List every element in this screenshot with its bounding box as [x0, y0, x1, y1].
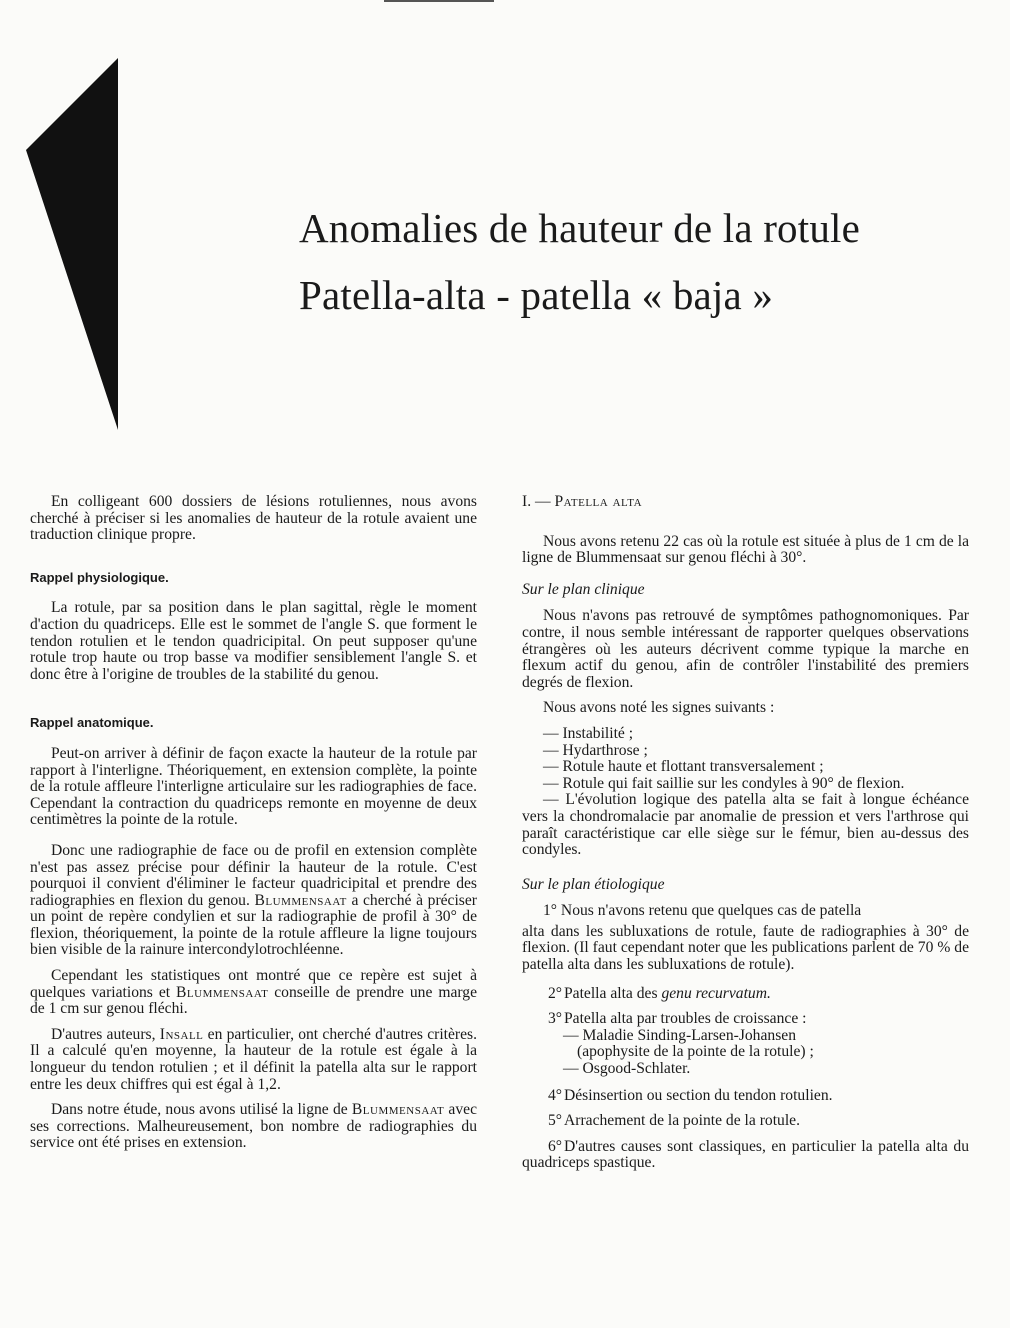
text-segment: Arrachement de la pointe de la rotule.: [564, 1112, 800, 1130]
etiology-item-1: 1° Nous n'avons retenu que quelques cas de patella: [543, 902, 862, 920]
section-heading-patella-alta: [522, 494, 969, 511]
list-item: — Instabilité ;: [543, 724, 634, 742]
text-segment: Donc une radiographie de face ou de profil en extension complète n'est pas assez précise pour définir la hauteur de la rotule. C'est pourquoi il convient d'éliminer le facteur quadricipital et prendre des radiographies en flexion du genou.: [30, 841, 477, 909]
etiology-item-3: [522, 1011, 969, 1028]
paragraph-signes: Nous avons noté les signes suivants :: [543, 699, 775, 717]
list-item: — Rotule haute et flottant transversalement ;: [543, 758, 824, 776]
etiology-item-1-continuation: alta dans les subluxations de rotule, faute de radiographies à 30° de flexion. (Il faut cependant noter que les publications parlent de 70 % de patella alta dans les subluxations de rotule).: [522, 922, 969, 974]
list-item: — Hydarthrose ;: [543, 741, 648, 759]
author-blummensaat: Blummensaat: [351, 1101, 445, 1119]
text-segment: conseille de prendre une marge de 1 cm sur genou fléchi.: [30, 983, 477, 1018]
heading-rappel-anatomique: Rappel anatomique.: [30, 715, 154, 731]
item-number: 2°: [547, 984, 562, 1002]
right-column: [522, 494, 969, 1181]
list-item: (apophysite de la pointe de la rotule) ;: [577, 1043, 814, 1061]
text-segment: Patella alta par troubles de croissance :: [564, 1010, 807, 1028]
etiology-item-2: [522, 986, 969, 1003]
title-line-2: Patella-alta - patella « baja »: [299, 272, 774, 318]
list-item: — Osgood-Schlater.: [563, 1060, 691, 1078]
author-insall: Insall: [159, 1025, 204, 1043]
item-number: 6°: [547, 1137, 562, 1155]
paragraph-symptomes: Nous n'avons pas retrouvé de symptômes pathognomoniques. Par contre, il nous semble intéressant de rapporter quelques observations étrangères où les auteurs décrivent comme typique la marche en flexum actif du genou, afin de contrôler l'instabilité des premiers degrés de flexion.: [522, 607, 969, 691]
paragraph-insall: [30, 1027, 477, 1093]
etiology-item-5: [522, 1113, 969, 1130]
paragraph-radiographie: [30, 843, 477, 959]
heading-rappel-physiologique: Rappel physiologique.: [30, 569, 169, 585]
text-italic: genu recurvatum.: [661, 984, 771, 1002]
intro-paragraph: En colligeant 600 dossiers de lésions rotuliennes, nous avons cherché à préciser si les anomalies de hauteur de la rotule avaient une traduction clinique propre.: [30, 493, 477, 544]
paragraph-evolution: — L'évolution logique des patella alta se fait à longue échéance vers la chondromalacie par anomalie de pression et vers l'arthrose qui paraît caractéristique car elle siège sur le fémur, bien au-dessus des condyles.: [522, 791, 969, 859]
subheading-plan-clinique: Sur le plan clinique: [522, 580, 645, 598]
paragraph-cas-retenus: Nous avons retenu 22 cas où la rotule est située à plus de 1 cm de la ligne de Blummensaat sur genou fléchi à 30°.: [522, 532, 969, 567]
list-item: — Maladie Sinding-Larsen-Johansen: [563, 1026, 796, 1044]
text-segment: en particulier, ont cherché d'autres critères. Il a calculé qu'en moyenne, la hauteur de la rotule est égale à la longueur du tendon rotulien ; et il définit la patella alta sur le rapport entre les deux chiffres qui est égal à 1,2.: [30, 1025, 477, 1093]
text-segment: Patella alta des: [564, 984, 662, 1002]
paragraph-statistiques: [30, 968, 477, 1018]
list-item: — Rotule qui fait saillie sur les condyles à 90° de flexion.: [543, 774, 905, 792]
black-wedge-graphic: [22, 58, 122, 430]
item-number: 5°: [547, 1112, 562, 1130]
text-segment: D'autres causes sont classiques, en particulier la patella alta du quadriceps spastique.: [522, 1137, 969, 1172]
text-segment: avec ses corrections. Malheureusement, bon nombre de radiographies du service ont été prises en extension.: [30, 1101, 477, 1152]
top-rule: [384, 0, 494, 2]
title-line-1: Anomalies de hauteur de la rotule: [299, 205, 861, 251]
left-column: [30, 494, 477, 1161]
text-segment: Cependant les statistiques ont montré que ce repère est sujet à quelques variations et: [30, 967, 477, 1001]
item-number: 4°: [547, 1086, 562, 1104]
text-segment: Dans notre étude, nous avons utilisé la ligne de: [51, 1101, 352, 1119]
paragraph-anatomique: Peut-on arriver à définir de façon exacte la hauteur de la rotule par rapport à l'interligne. Théoriquement, en extension complète, la pointe de la rotule affleure l'interligne articulaire sur les radiographies de face. Cependant la contraction du quadriceps remonte en moyenne de deux centimètres la pointe de la rotule.: [30, 744, 477, 829]
etiology-item-3-sublist: [522, 1028, 969, 1078]
item-number: 3°: [547, 1010, 562, 1028]
text-segment: D'autres auteurs,: [51, 1025, 160, 1043]
subheading-plan-etiologique: Sur le plan étiologique: [522, 875, 665, 893]
author-blummensaat: Blummensaat: [176, 983, 269, 1001]
signs-list: [522, 726, 969, 792]
paragraph-physiologique: La rotule, par sa position dans le plan sagittal, règle le moment d'action du quadriceps. Elle est le sommet de l'angle S. que forment le tendon rotulien et le tendon quadricipital. On peut supposer qu'une rotule trop haute ou trop basse va modifier sensiblement l'angle S. et donc être à l'origine de troubles de la stabilité du genou.: [30, 599, 477, 683]
section-number: I. —: [522, 493, 555, 510]
text-segment: Désinsertion ou section du tendon rotulien.: [564, 1086, 833, 1104]
paragraph-etude: [30, 1102, 477, 1152]
section-title: Patella alta: [554, 493, 643, 510]
author-blummensaat: Blummensaat: [254, 891, 347, 909]
etiology-item-4: [522, 1088, 969, 1105]
etiology-item-6: [522, 1139, 969, 1172]
text-segment: a cherché à préciser un point de repère condylien et sur la radiographie de profil à 30° de flexion, théoriquement, la pointe de la rotule affleure la ligne toujours bien visible de la rainure intercondylotrochléenne.: [30, 891, 477, 959]
